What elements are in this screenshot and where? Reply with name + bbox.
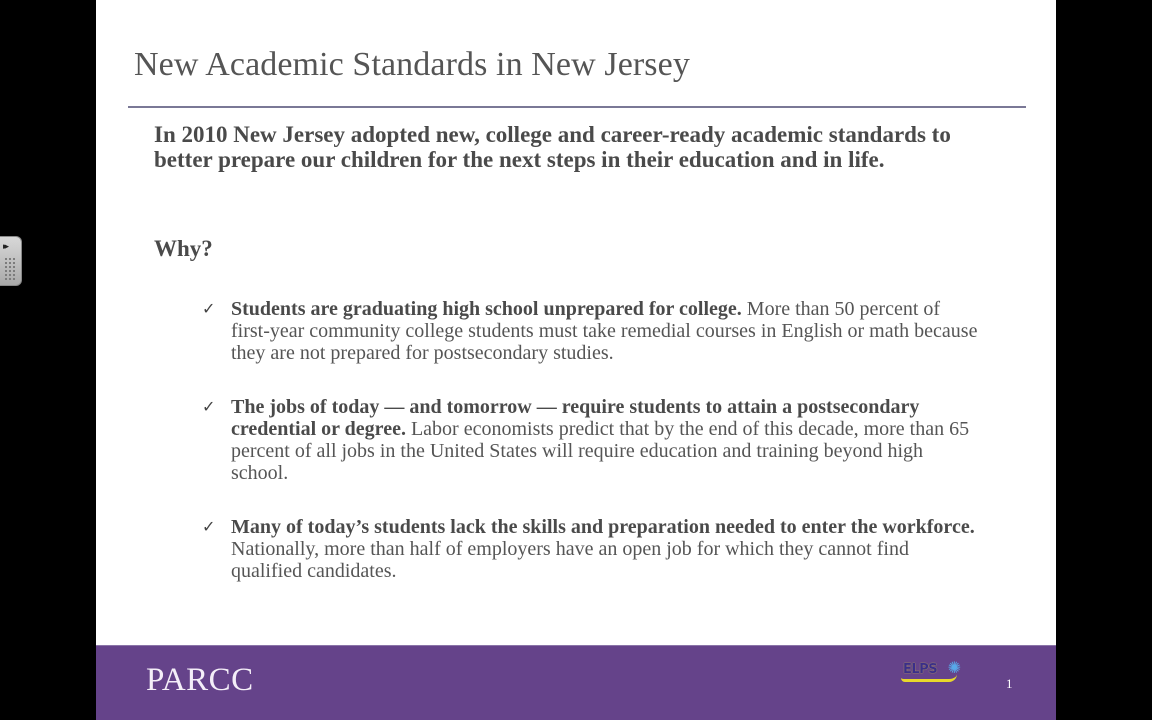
grip-icon: [4, 257, 16, 281]
parcc-logo: PARCC: [146, 662, 254, 698]
elps-logo-text: ELPS: [903, 662, 938, 677]
side-panel-toggle[interactable]: [0, 236, 22, 286]
list-item: [202, 298, 982, 364]
list-item: [202, 396, 982, 484]
slide: [96, 0, 1056, 720]
bullet-lead: Students are graduating high school unprepared for college.: [231, 298, 742, 320]
bullet-body: Nationally, more than half of employers have an open job for which they cannot find qualified candidates.: [231, 538, 909, 582]
bullet-body: More than 50 percent of first-year community college students must take remedial courses in English or math because they are not prepared for postsecondary studies.: [231, 298, 978, 364]
list-item: [202, 516, 982, 582]
checkmark-icon: ✓: [202, 299, 216, 318]
checkmark-icon: ✓: [202, 517, 216, 536]
why-heading: Why?: [154, 236, 213, 261]
fast-forward-icon: ▸▸: [3, 242, 7, 252]
slide-footer: [96, 645, 1056, 720]
bullet-body: Labor economists predict that by the end of this decade, more than 65 percent of all jobs in the United States will require education and training beyond high school.: [231, 418, 970, 484]
reasons-list: [202, 298, 982, 582]
elps-logo: [899, 658, 961, 690]
slide-number: 1: [1006, 676, 1013, 691]
bullet-lead: Many of today’s students lack the skills and preparation needed to enter the workforce.: [231, 516, 975, 538]
checkmark-icon: ✓: [202, 397, 216, 416]
title-divider: [128, 106, 1026, 108]
starburst-icon: ✺: [947, 658, 961, 677]
slide-title: New Academic Standards in New Jersey: [134, 46, 690, 83]
bullet-lead: The jobs of today — and tomorrow — require students to attain a postsecondary credential or degree.: [231, 396, 920, 440]
intro-paragraph: In 2010 New Jersey adopted new, college and career-ready academic standards to better prepare our children for the next steps in their education and in life.: [154, 122, 951, 172]
